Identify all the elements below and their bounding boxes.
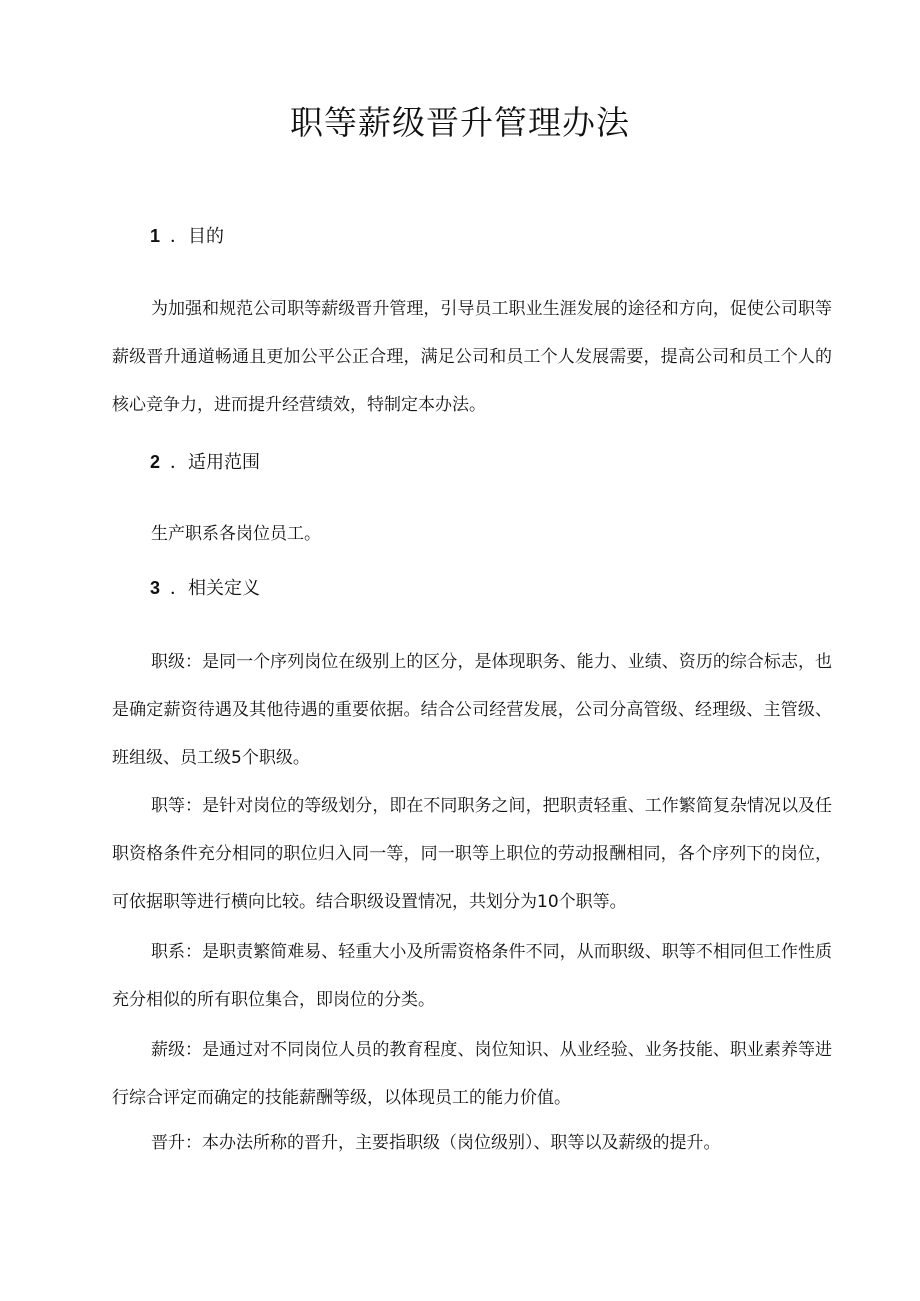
document-title: 职等薪级晋升管理办法 xyxy=(290,103,630,142)
definition-label: 薪级： xyxy=(151,1040,203,1060)
section-number: 3 xyxy=(150,578,161,598)
definition-text: 是职责繁简难易、轻重大小及所需资格条件不同，从而职级、职等不相同但工作性质充分相似的所有职位集合，即岗位的分类。 xyxy=(112,942,832,1010)
paragraph-purpose xyxy=(112,285,832,429)
definition-job-grade xyxy=(112,782,832,926)
definition-label: 职系： xyxy=(151,942,203,962)
section-heading-purpose xyxy=(150,223,224,250)
section-title: ．目的 xyxy=(170,226,224,247)
definition-promotion xyxy=(112,1119,832,1167)
definition-label: 职级： xyxy=(151,652,203,672)
definition-label: 晋升： xyxy=(151,1133,202,1153)
section-heading-definitions xyxy=(150,575,260,602)
definition-pay-grade xyxy=(112,1026,832,1122)
paragraph-text: 为加强和规范公司职等薪级晋升管理，引导员工职业生涯发展的途径和方向，促使公司职等薪级晋升通道畅通且更加公平公正合理，满足公司和员工个人发展需要，提高公司和员工个人的核心竞争力，进而提升经营绩效，特制定本办法。 xyxy=(112,299,832,415)
section-title: ．相关定义 xyxy=(170,578,260,599)
section-heading-scope xyxy=(150,449,260,476)
paragraph-scope xyxy=(112,510,832,558)
definition-text: 本办法所称的晋升，主要指职级（岗位级别）、职等以及薪级的提升。 xyxy=(202,1133,721,1153)
section-number: 2 xyxy=(150,452,161,472)
section-number: 1 xyxy=(150,226,161,246)
section-title: ．适用范围 xyxy=(170,452,260,473)
definition-label: 职等： xyxy=(151,796,203,816)
definition-job-level xyxy=(112,638,832,782)
definition-text: 是通过对不同岗位人员的教育程度、岗位知识、从业经验、业务技能、职业素养等进行综合评定而确定的技能薪酬等级，以体现员工的能力价值。 xyxy=(112,1040,832,1108)
definition-job-family xyxy=(112,928,832,1024)
paragraph-text: 生产职系各岗位员工。 xyxy=(151,524,321,544)
definition-text: 是针对岗位的等级划分，即在不同职务之间，把职责轻重、工作繁简复杂情况以及任职资格条件充分相同的职位归入同一等，同一职等上职位的劳动报酬相同，各个序列下的岗位，可依据职等进行横向比较。结合职级设置情况，共划分为10个职等。 xyxy=(112,796,832,912)
definition-text: 是同一个序列岗位在级别上的区分，是体现职务、能力、业绩、资历的综合标志，也是确定薪资待遇及其他待遇的重要依据。结合公司经营发展，公司分高管级、经理级、主管级、班组级、员工级5个职级。 xyxy=(112,652,832,768)
